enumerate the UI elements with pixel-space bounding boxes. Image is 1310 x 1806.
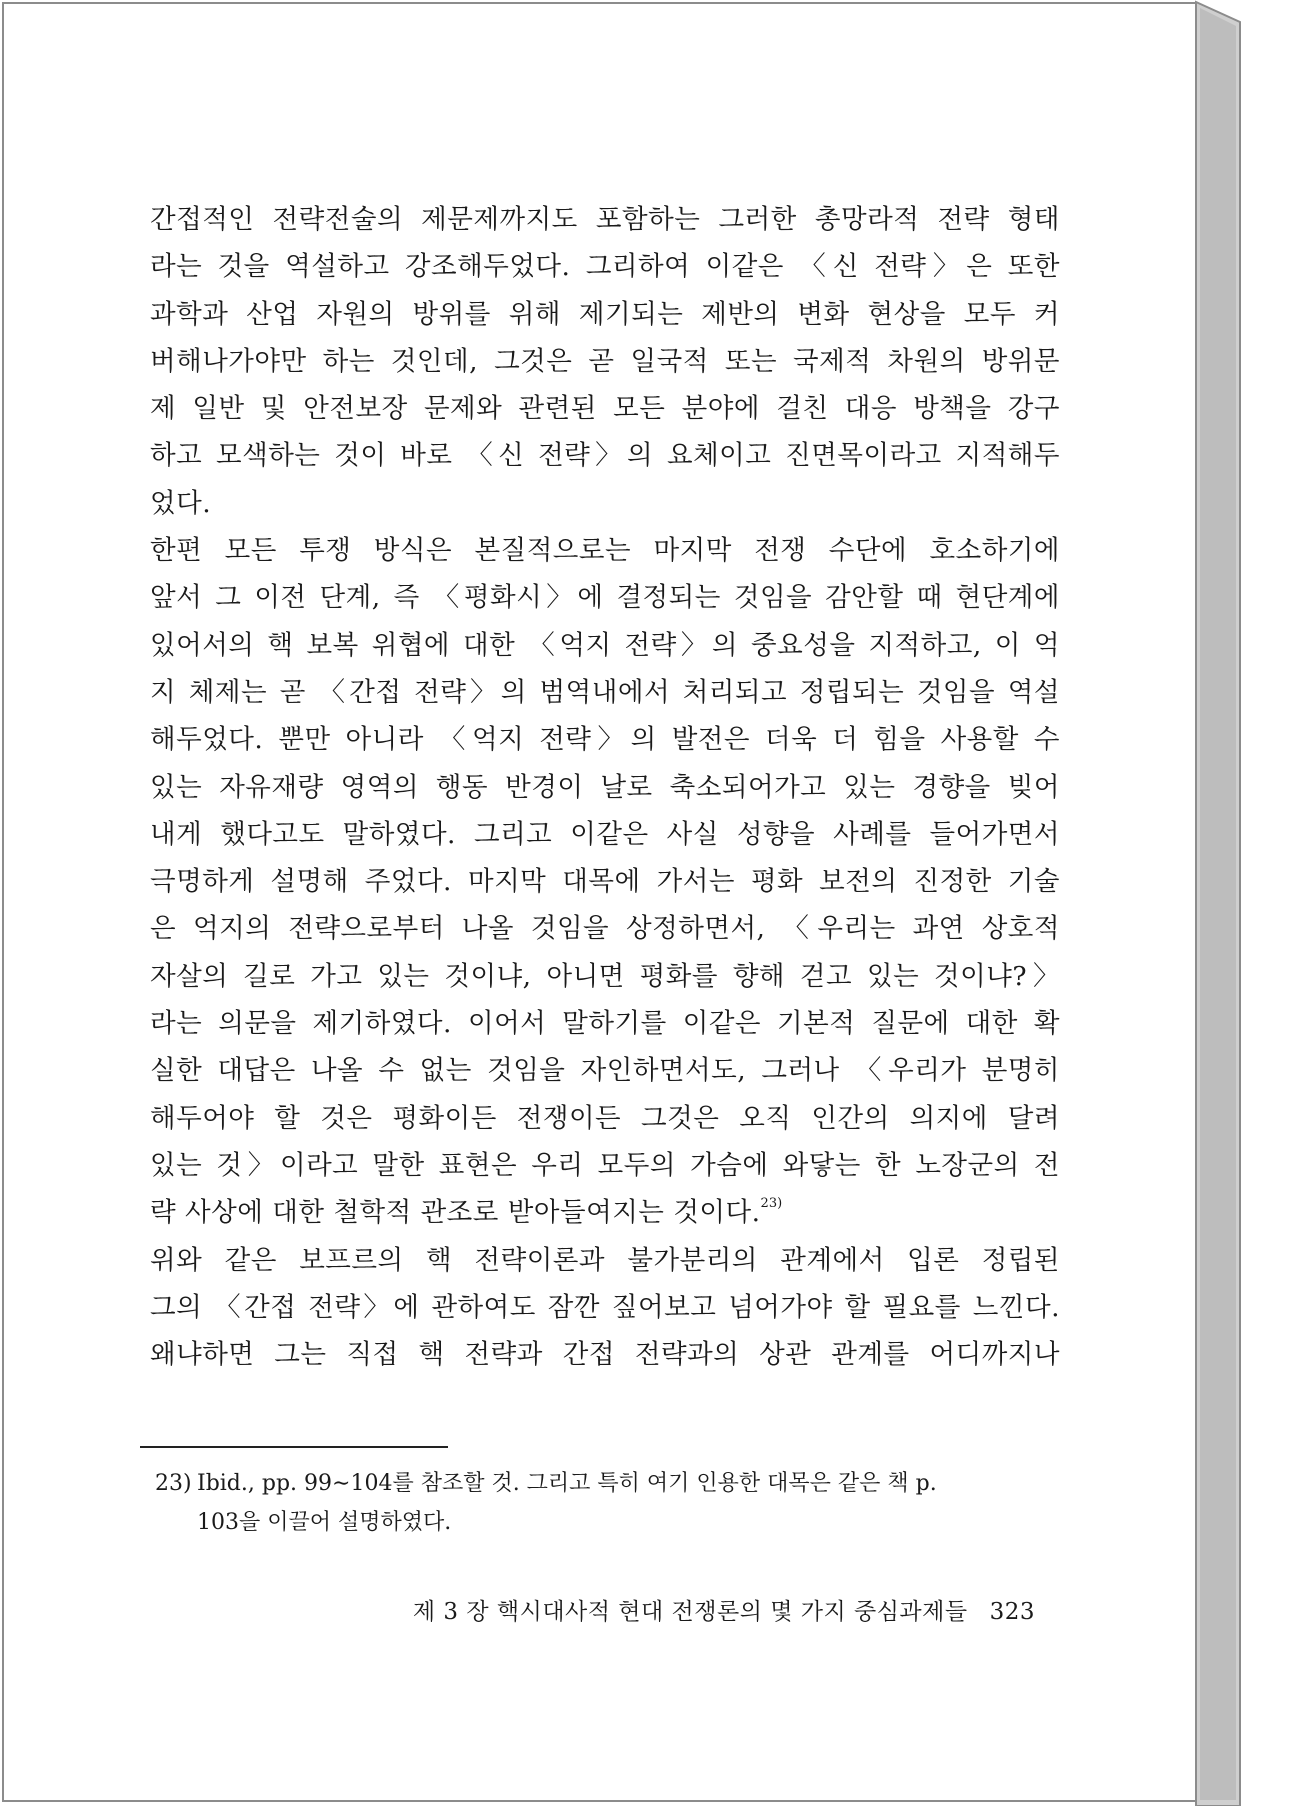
body-line-with-footnote bbox=[150, 1189, 1060, 1236]
body-line: 앞서 그 이전 단계, 즉 〈평화시〉에 결정되는 것임을 감안할 때 현단계에 bbox=[150, 582, 1060, 614]
footnote-line-2: 103을 이끌어 설명하였다. bbox=[197, 1510, 452, 1535]
body-line: 한편 모든 투쟁 방식은 본질적으로는 마지막 전쟁 수단에 호소하기에 bbox=[150, 535, 1060, 567]
body-line: 해두었다. 뿐만 아니라 〈억지 전략〉의 발전은 더욱 더 힘을 사용할 수 bbox=[150, 724, 1060, 756]
footnote-divider bbox=[140, 1446, 448, 1448]
running-footer bbox=[355, 1593, 1035, 1626]
body-line: 있는 자유재량 영역의 행동 반경이 날로 축소되어가고 있는 경향을 빚어 bbox=[150, 771, 1060, 803]
body-line: 하고 모색하는 것이 바로 〈신 전략〉의 요체이고 진면목이라고 지적해두 bbox=[150, 440, 1060, 472]
body-line-text: 략 사상에 대한 철학적 관조로 받아들여지는 것이다. bbox=[150, 1197, 761, 1229]
body-line: 내게 했다고도 말하였다. 그리고 이같은 사실 성향을 사례를 들어가면서 bbox=[150, 818, 1060, 850]
body-line: 버해나가야만 하는 것인데, 그것은 곧 일국적 또는 국제적 차원의 방위문 bbox=[150, 345, 1060, 377]
body-line: 극명하게 설명해 주었다. 마지막 대목에 가서는 평화 보전의 진정한 기술 bbox=[150, 866, 1060, 898]
body-line: 있어서의 핵 보복 위협에 대한 〈억지 전략〉의 중요성을 지적하고, 이 억 bbox=[150, 629, 1060, 661]
body-line: 라는 것을 역설하고 강조해두었다. 그리하여 이같은 〈신 전략〉은 또한 bbox=[150, 251, 1060, 283]
body-line: 과학과 산업 자원의 방위를 위해 제기되는 제반의 변화 현상을 모두 커 bbox=[150, 298, 1060, 330]
body-text bbox=[150, 196, 1060, 1378]
body-line: 그의 〈간접 전략〉에 관하여도 잠깐 짚어보고 넘어가야 할 필요를 느낀다. bbox=[150, 1291, 1060, 1323]
body-line: 왜냐하면 그는 직접 핵 전략과 간접 전략과의 상관 관계를 어디까지나 bbox=[150, 1339, 1060, 1371]
page-number: 323 bbox=[989, 1599, 1035, 1625]
body-line: 제 일반 및 안전보장 문제와 관련된 모든 분야에 걸친 대응 방책을 강구 bbox=[150, 393, 1060, 425]
footnote-text: Ibid., pp. 99∼104를 참조할 것. 그리고 특히 여기 인용한 대목은 같은 책 p. bbox=[197, 1471, 937, 1496]
body-line: 지 체제는 곧 〈간접 전략〉의 범역내에서 처리되고 정립되는 것임을 역설 bbox=[150, 676, 1060, 708]
body-line: 었다. bbox=[150, 487, 212, 519]
footnote bbox=[155, 1464, 1045, 1542]
body-line: 해두어야 할 것은 평화이든 전쟁이든 그것은 오직 인간의 의지에 달려 bbox=[150, 1102, 1060, 1134]
footnote-line-1 bbox=[155, 1464, 1045, 1503]
body-line: 은 억지의 전략으로부터 나올 것임을 상정하면서, 〈우리는 과연 상호적 bbox=[150, 913, 1060, 945]
footnote-marker: 23) bbox=[760, 1196, 783, 1212]
body-line: 라는 의문을 제기하였다. 이어서 말하기를 이같은 기본적 질문에 대한 확 bbox=[150, 1008, 1060, 1040]
body-line: 실한 대답은 나올 수 없는 것임을 자인하면서도, 그러나 〈우리가 분명히 bbox=[150, 1055, 1060, 1087]
footnote-number: 23) bbox=[155, 1471, 192, 1496]
body-line: 자살의 길로 가고 있는 것이냐, 아니면 평화를 향해 걷고 있는 것이냐?〉 bbox=[150, 960, 1060, 992]
body-line: 있는 것〉이라고 말한 표현은 우리 모두의 가슴에 와닿는 한 노장군의 전 bbox=[150, 1149, 1060, 1181]
body-line: 위와 같은 보프르의 핵 전략이론과 불가분리의 관계에서 입론 정립된 bbox=[150, 1244, 1060, 1276]
chapter-title: 제 3 장 핵시대사적 현대 전쟁론의 몇 가지 중심과제들 bbox=[412, 1599, 968, 1625]
body-line: 간접적인 전략전술의 제문제까지도 포함하는 그러한 총망라적 전략 형태 bbox=[150, 204, 1060, 235]
